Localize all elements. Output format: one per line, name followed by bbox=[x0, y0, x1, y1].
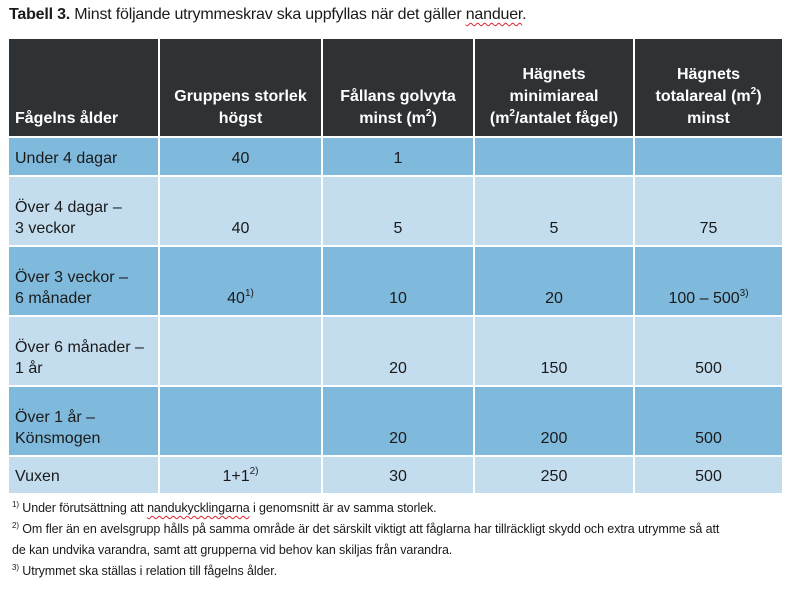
table-caption bbox=[9, 6, 526, 24]
cell-group-size: 40 bbox=[159, 137, 322, 176]
header-group-size: Gruppens storlek högst bbox=[159, 38, 322, 137]
cell-group-size: 40$^{1)}$ bbox=[159, 246, 322, 316]
table-row bbox=[8, 137, 783, 176]
footnote-3: $^{3)}$ Utrymmet ska ställas i relation till fågelns ålder. bbox=[12, 563, 278, 578]
cell-pen-floor: 30 bbox=[322, 456, 474, 494]
cell-enclosure-min bbox=[474, 137, 634, 176]
cell-enclosure-min: 200 bbox=[474, 386, 634, 456]
cell-age: Över 1 år – Könsmogen bbox=[8, 386, 159, 456]
footnote-ref: 2) bbox=[249, 466, 259, 477]
cell-group-size bbox=[159, 316, 322, 386]
cell-age: Över 3 veckor – 6 månader bbox=[8, 246, 159, 316]
footnote-1: $^{1)}$ Under förutsättning att nandukycklingarna i genomsnitt är av samma storlek. bbox=[12, 500, 437, 515]
table-header-row bbox=[8, 38, 783, 137]
cell-enclosure-min: 5 bbox=[474, 176, 634, 246]
cell-age: Under 4 dagar bbox=[8, 137, 159, 176]
space-requirements-table bbox=[7, 37, 784, 495]
header-age: Fågelns ålder bbox=[8, 38, 159, 137]
caption-underlined-word: nanduer bbox=[465, 6, 523, 23]
table-row bbox=[8, 176, 783, 246]
cell-pen-floor: 5 bbox=[322, 176, 474, 246]
footnotes bbox=[12, 498, 782, 582]
cell-age: Över 4 dagar – 3 veckor bbox=[8, 176, 159, 246]
cell-age: Över 6 månader – 1 år bbox=[8, 316, 159, 386]
table-row bbox=[8, 316, 783, 386]
table-row bbox=[8, 386, 783, 456]
cell-pen-floor: 20 bbox=[322, 316, 474, 386]
cell-enclosure-total: 75 bbox=[634, 176, 783, 246]
cell-enclosure-total: 500 bbox=[634, 386, 783, 456]
cell-group-size: $1+1^{2)}$ bbox=[159, 456, 322, 494]
cell-enclosure-total: 500 bbox=[634, 316, 783, 386]
footnote-2-continued: de kan undvika varandra, samt att grupperna vid behov kan skiljas från varandra. bbox=[12, 543, 453, 557]
cell-enclosure-min: 250 bbox=[474, 456, 634, 494]
cell-pen-floor: 20 bbox=[322, 386, 474, 456]
caption-label: Tabell 3. bbox=[9, 6, 71, 23]
header-enclosure-total: Hägnets totalareal $(m^2)$ minst bbox=[634, 38, 783, 137]
cell-group-size: 40 bbox=[159, 176, 322, 246]
footnote-2: $^{2)}$ Om fler än en avelsgrupp hålls på samma område är det särskilt viktigt att fåglarna har tillräckligt skydd och extra utrymme så att bbox=[12, 521, 720, 536]
cell-enclosure-min: 20 bbox=[474, 246, 634, 316]
caption-period: . bbox=[522, 6, 527, 23]
header-pen-floor: Fållans golvyta minst $(m^2)$ bbox=[322, 38, 474, 137]
cell-group-size bbox=[159, 386, 322, 456]
header-enclosure-min: Hägnets minimiareal ($m^2$/antalet fågel) bbox=[474, 38, 634, 137]
cell-enclosure-total: 100 – 500$^{3)}$ bbox=[634, 246, 783, 316]
table-row bbox=[8, 246, 783, 316]
footnote-ref: 1) bbox=[244, 288, 254, 299]
table-row bbox=[8, 456, 783, 494]
caption-text: Minst följande utrymmeskrav ska uppfyllas när det gäller bbox=[70, 6, 466, 23]
cell-age: Vuxen bbox=[8, 456, 159, 494]
cell-pen-floor: 1 bbox=[322, 137, 474, 176]
cell-enclosure-min: 150 bbox=[474, 316, 634, 386]
cell-pen-floor: 10 bbox=[322, 246, 474, 316]
cell-enclosure-total bbox=[634, 137, 783, 176]
footnote-ref: 3) bbox=[739, 288, 749, 299]
cell-enclosure-total: 500 bbox=[634, 456, 783, 494]
